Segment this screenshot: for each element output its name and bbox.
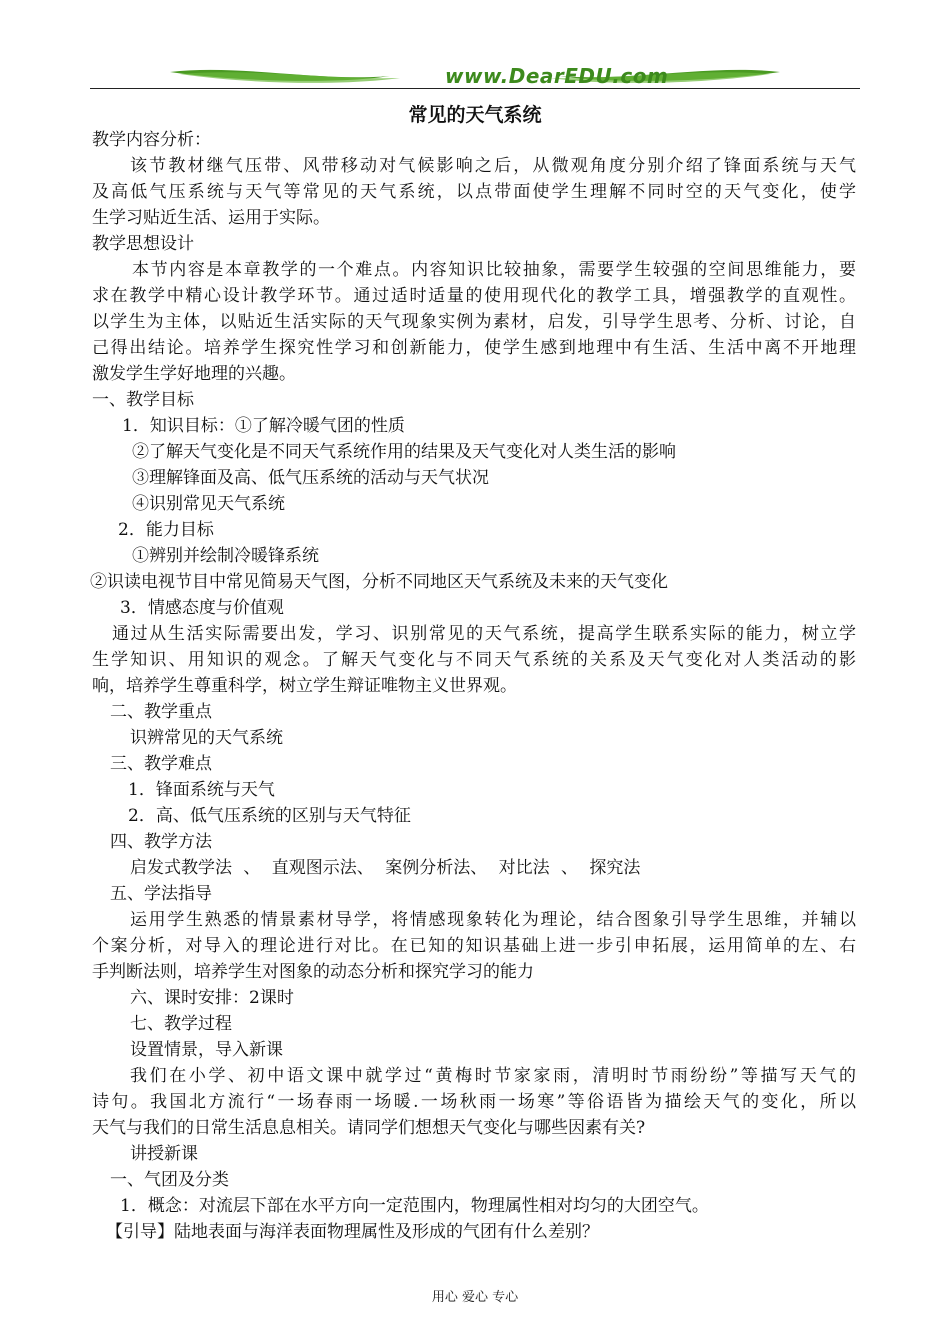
text-line: 天气与我们的日常生活息息相关。请同学们想想天气变化与哪些因素有关?: [92, 1118, 646, 1138]
text-line: 个案分析，对导入的理论进行对比。在已知的知识基础上进一步引申拓展，运用简单的左、右: [92, 936, 856, 956]
text-line: 响，培养学生尊重科学，树立学生辩证唯物主义世界观。: [92, 676, 517, 696]
text-line: 以学生为主体，以贴近生活实际的天气现象实例为素材，启发，引导学生思考、分析、讨论，自: [92, 312, 856, 332]
text-line: 生学知识、用知识的观念。了解天气变化与不同天气系统的关系及天气变化对人类活动的影: [92, 650, 856, 670]
text-line: ③理解锋面及高、低气压系统的活动与天气状况: [132, 468, 489, 488]
section-heading: 二、教学重点: [110, 702, 212, 722]
text-line: 设置情景，导入新课: [130, 1040, 283, 1060]
text-line: 我们在小学、初中语文课中就学过“黄梅时节家家雨，清明时节雨纷纷”等描写天气的: [130, 1066, 856, 1086]
section-heading: 一、气团及分类: [110, 1170, 229, 1190]
text-line: ④识别常见天气系统: [132, 494, 285, 514]
text-line: 激发学生学好地理的兴趣。: [92, 364, 296, 384]
text-line: 生学习贴近生活、运用于实际。: [92, 208, 330, 228]
text-line: ②了解天气变化是不同天气系统作用的结果及天气变化对人类生活的影响: [132, 442, 676, 462]
text-line: 本节内容是本章教学的一个难点。内容知识比较抽象，需要学生较强的空间思维能力，要: [132, 260, 856, 280]
text-line: 【引导】陆地表面与海洋表面物理属性及形成的气团有什么差别？: [106, 1222, 599, 1242]
page-footer: 用心 爱心 专心: [431, 1290, 519, 1305]
section-heading: 讲授新课: [130, 1144, 198, 1164]
section-heading: 三、教学难点: [110, 754, 212, 774]
text-line: 2．能力目标: [118, 520, 214, 540]
text-line: 该节教材继气压带、风带移动对气候影响之后，从微观角度分别介绍了锋面系统与天气: [130, 156, 856, 176]
section-heading: 四、教学方法: [110, 832, 212, 852]
text-line: 运用学生熟悉的情景素材导学，将情感现象转化为理论，结合图象引导学生思维，并辅以: [130, 910, 856, 930]
text-line: 诗句。我国北方流行“一场春雨一场暖.一场秋雨一场寒”等俗语皆为描绘天气的变化，所以: [92, 1092, 856, 1112]
text-line: 手判断法则，培养学生对图象的动态分析和探究学习的能力: [92, 962, 534, 982]
section-heading: 七、教学过程: [130, 1014, 232, 1034]
text-line: 启发式教学法 、 直观图示法、 案例分析法、 对比法 、 探究法: [130, 858, 641, 878]
section-heading: 教学思想设计: [92, 234, 194, 254]
text-line: 己得出结论。培养学生探究性学习和创新能力，使学生感到地理中有生活、生活中离不开地理: [92, 338, 856, 358]
text-line: 通过从生活实际需要出发，学习、识别常见的天气系统，提高学生联系实际的能力，树立学: [112, 624, 856, 644]
header-divider: [90, 88, 860, 89]
section-heading: 一、教学目标: [92, 390, 194, 410]
text-line: 1．锋面系统与天气: [128, 780, 275, 800]
text-line: 识辨常见的天气系统: [130, 728, 283, 748]
text-line: 教学内容分析：: [92, 130, 211, 150]
page-title: 常见的天气系统: [408, 104, 542, 126]
section-heading: 五、学法指导: [110, 884, 212, 904]
text-line: ①辨别并绘制冷暖锋系统: [132, 546, 319, 566]
text-line: ②识读电视节目中常见简易天气图，分析不同地区天气系统及未来的天气变化: [90, 572, 668, 592]
text-line: 3．情感态度与价值观: [120, 598, 284, 618]
header-banner: [90, 60, 860, 90]
text-line: 及高低气压系统与天气等常见的天气系统，以点带面使学生理解不同时空的天气变化，使学: [92, 182, 856, 202]
text-line: 求在教学中精心设计教学环节。通过适时适量的使用现代化的教学工具，增强教学的直观性。: [92, 286, 856, 306]
brand-logo-text: www.DearEDU.com: [445, 64, 669, 88]
text-line: 1．知识目标：①了解冷暖气团的性质: [122, 416, 405, 436]
section-heading: 六、课时安排：2课时: [130, 988, 294, 1008]
text-line: 1．概念：对流层下部在水平方向一定范围内，物理属性相对均匀的大团空气。: [120, 1196, 709, 1216]
text-line: 2．高、低气压系统的区别与天气特征: [128, 806, 411, 826]
